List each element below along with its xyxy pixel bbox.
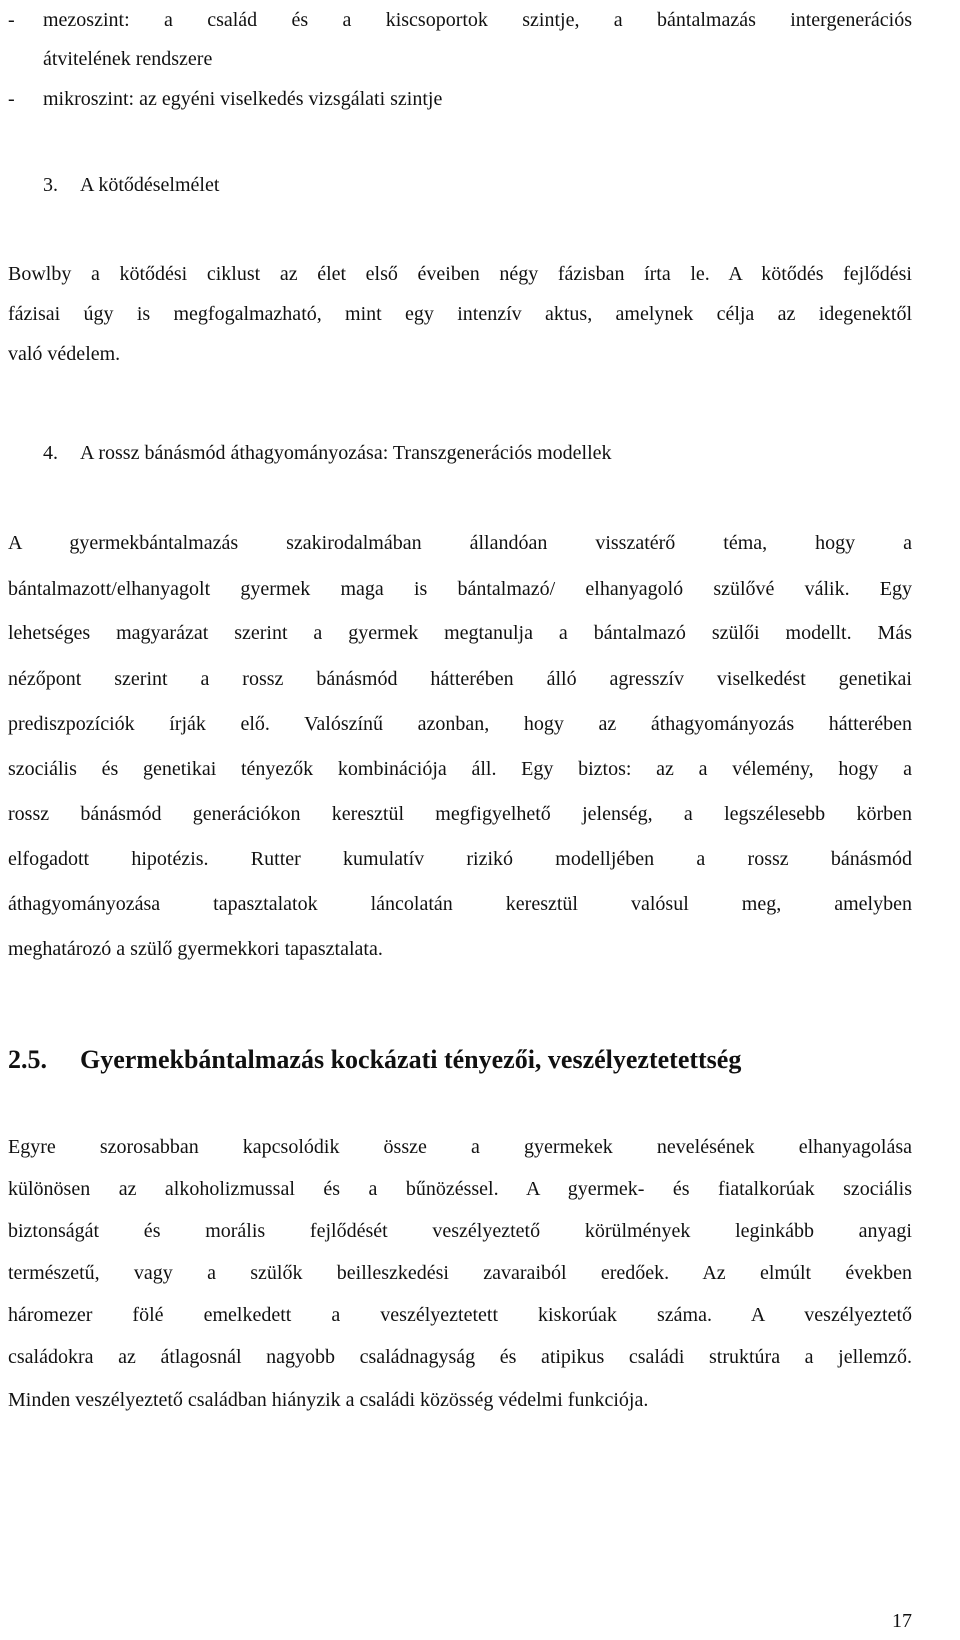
paragraph-line: Bowlby a kötődési ciklust az élet első éveiben négy fázisban írta le. A kötődés fejlődési (8, 263, 912, 285)
paragraph-line: lehetséges magyarázat szerint a gyermek megtanulja a bántalmazó szülői modellt. Más (8, 622, 912, 644)
bullet-text: átvitelének rendszere (43, 48, 213, 70)
paragraph-line: bántalmazott/elhanyagolt gyermek maga is bántalmazó/ elhanyagoló szülővé válik. Egy (8, 578, 912, 600)
paragraph-line: prediszpozíciók írják elő. Valószínű azonban, hogy az áthagyományozás hátterében (8, 713, 912, 735)
paragraph-line: rossz bánásmód generációkon keresztül megfigyelhető jelenség, a legszélesebb körben (8, 803, 912, 825)
chapter-number: 2.5. (8, 1045, 47, 1074)
bullet-dash: - (8, 9, 15, 31)
bullet-text: mikroszint: az egyéni viselkedés vizsgálati szintje (43, 88, 443, 110)
bullet-text: mezoszint: a család és a kiscsoportok szintje, a bántalmazás intergenerációs (43, 9, 912, 31)
paragraph-line: fázisai úgy is megfogalmazható, mint egy intenzív aktus, amelynek célja az idegenektől (8, 303, 912, 325)
page-number: 17 (892, 1610, 912, 1632)
paragraph-line: különösen az alkoholizmussal és a bűnözéssel. A gyermek- és fiatalkorúak szociális (8, 1178, 912, 1200)
paragraph-line: szociális és genetikai tényezők kombinációja áll. Egy biztos: az a vélemény, hogy a (8, 758, 912, 780)
paragraph-line: családokra az átlagosnál nagyobb családnagyság és atipikus családi struktúra a jellemző. (8, 1346, 912, 1368)
section-number: 3. (43, 174, 58, 196)
paragraph-line: Minden veszélyeztető családban hiányzik a családi közösség védelmi funkciója. (8, 1389, 649, 1411)
paragraph-line: természetű, vagy a szülők beilleszkedési zavaraiból eredőek. Az elmúlt években (8, 1262, 912, 1284)
paragraph-line: A gyermekbántalmazás szakirodalmában állandóan visszatérő téma, hogy a (8, 532, 912, 554)
chapter-title: Gyermekbántalmazás kockázati tényezői, veszélyeztetettség (80, 1045, 742, 1074)
section-title: A rossz bánásmód áthagyományozása: Transzgenerációs modellek (80, 442, 612, 464)
paragraph-line: való védelem. (8, 343, 121, 365)
paragraph-line: nézőpont szerint a rossz bánásmód hátterében álló agresszív viselkedést genetikai (8, 668, 912, 690)
paragraph-line: meghatározó a szülő gyermekkori tapasztalata. (8, 938, 383, 960)
paragraph-line: biztonságát és morális fejlődését veszélyeztető körülmények leginkább anyagi (8, 1220, 912, 1242)
section-title: A kötődéselmélet (80, 174, 220, 196)
bullet-dash: - (8, 88, 15, 110)
paragraph-line: háromezer fölé emelkedett a veszélyeztetett kiskorúak száma. A veszélyeztető (8, 1304, 912, 1326)
paragraph-line: elfogadott hipotézis. Rutter kumulatív rizikó modelljében a rossz bánásmód (8, 848, 912, 870)
paragraph-line: áthagyományozása tapasztalatok láncolatán keresztül valósul meg, amelyben (8, 893, 912, 915)
section-number: 4. (43, 442, 58, 464)
paragraph-line: Egyre szorosabban kapcsolódik össze a gyermekek nevelésének elhanyagolása (8, 1136, 912, 1158)
